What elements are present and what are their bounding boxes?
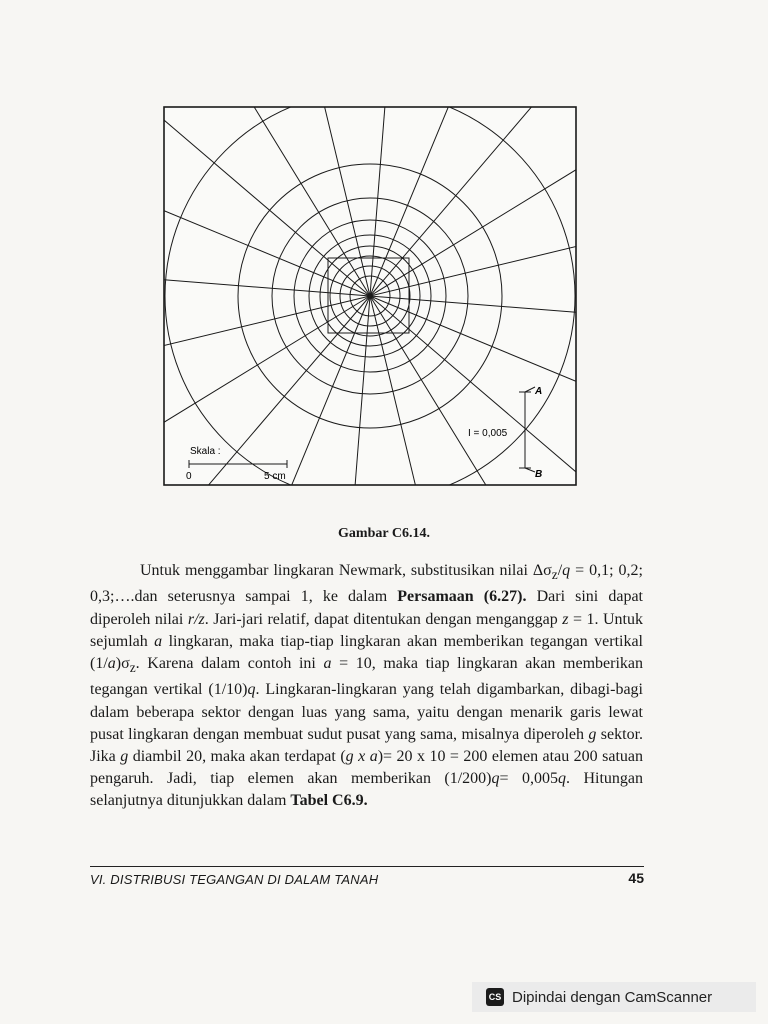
- chapter-title: VI. DISTRIBUSI TEGANGAN DI DALAM TANAH: [90, 872, 379, 887]
- center-point: [368, 294, 372, 298]
- scale-label: Skala :: [190, 446, 221, 457]
- scanner-text: Dipindai dengan CamScanner: [512, 988, 713, 1006]
- point-a-label: A: [535, 386, 543, 397]
- point-b-label: B: [535, 469, 543, 480]
- newmark-influence-chart: [163, 106, 577, 486]
- unit-influence-label: I = 0,005: [468, 428, 508, 439]
- camscanner-logo-icon: CS: [486, 988, 504, 1006]
- footer-rule: [90, 866, 644, 867]
- scale-zero-label: 0: [186, 471, 192, 482]
- body-paragraph: Untuk menggambar lingkaran Newmark, substitusikan nilai $\Delta\sigma_z/q = 0,1$; 0,2; 0,3;….dan seterusnya sampai 1, ke dalam Persamaan (6.27). Dari sini dapat diperoleh nilai r/z. Jari-jari relatif, dapat ditentukan dengan menganggap z = 1. Untuk sejumlah a lingkaran, maka tiap-tiap lingkaran akan memberikan tegangan vertikal $(1/a)\sigma_z$. Karena dalam contoh ini a = 10, maka tiap lingkaran akan memberikan tegangan vertikal (1/10)q. Lingkaran-lingkaran yang telah digambarkan, dibagi-bagi dalam beberapa sektor dengan luas yang sama, yaitu dengan menarik garis lewat pusat lingkaran dengan membuat sudut pusat yang sama, misalnya diperoleh g sektor. Jika g diambil 20, maka akan terdapat (g x a)= 20 x 10 = 200 elemen atau 200 satuan pengaruh. Jadi, tiap elemen akan memberikan (1/200)q= 0,005q. Hitungan selanjutnya ditunjukkan dalam Tabel C6.9.: [90, 562, 644, 810]
- scale-length-label: 5 cm: [264, 471, 286, 482]
- figure-caption: Gambar C6.14.: [338, 526, 430, 541]
- scanner-watermark: [472, 982, 756, 1012]
- page-number: 45: [628, 870, 644, 886]
